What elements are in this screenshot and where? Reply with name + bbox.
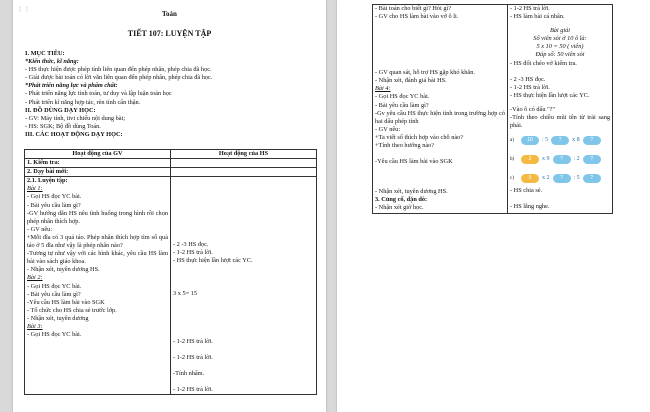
student-activities-cell — [171, 177, 317, 395]
table-row — [373, 5, 613, 214]
student-line: - 1-2 HS trả lời. — [510, 83, 550, 91]
teacher-line: -Yêu cầu HS làm bài vào SGK — [27, 298, 105, 306]
exercise-label: Bài 1: — [27, 185, 43, 193]
student-line: -Vào ô có dấu "?" — [510, 105, 556, 113]
cloud-start: 5 — [521, 174, 539, 183]
exercise-row-b — [510, 151, 610, 168]
document-page-1 — [13, 0, 326, 412]
teacher-line: - Nhận xét, đánh giá bài HS. — [375, 77, 447, 85]
student-line: 3 x 5= 15 — [173, 289, 198, 297]
arrow-operation: x 8 — [572, 137, 580, 144]
teacher-line: +Tính theo hướng nào? — [375, 142, 435, 150]
teacher-line: -GV hướng dẫn HS nêu tình huống trong hình rồi chọn phép nhân thích hợp. — [27, 209, 168, 225]
teacher-line: - GV quan sát, hỗ trợ HS gặp khó khăn. — [375, 69, 475, 77]
activities-table — [24, 149, 317, 395]
student-line: - HS thực hiện lần lượt các YC. — [173, 257, 253, 265]
cloud-middle: ? — [551, 136, 569, 145]
teacher-line: -Tương tự như vậy với các hình khác, yêu cầu HS làm bài vào sách giáo khoa. — [27, 250, 168, 266]
equipment-item: - GV: Máy tính, tivi chiếu nội dung bài; — [25, 114, 126, 122]
teacher-line: - Nhận xét, tuyên dương HS. — [27, 266, 100, 274]
teacher-activities-cell — [373, 5, 508, 214]
activities-table-continued — [372, 4, 613, 214]
objectives-heading: I. MỤC TIÊU: — [25, 50, 65, 57]
exercise-label: Bài 4: — [375, 85, 391, 93]
section-check: 1. Kiểm tra: — [25, 159, 171, 168]
teacher-line: - Gọi HS đọc YC bài. — [27, 282, 82, 290]
cloud-end: ? — [583, 136, 601, 145]
teacher-line: - Bài toán cho biết gì? Hỏi gì? — [375, 5, 452, 12]
solution-answer: Đáp số: 50 viên sỏi — [535, 51, 585, 59]
exercise-label: Bài 3: — [27, 322, 43, 330]
table-row — [25, 177, 317, 395]
exercise-row-a — [510, 132, 610, 149]
student-line: - HS thực hiện lần lượt các YC. — [510, 91, 590, 99]
exercise-4-diagram — [510, 132, 610, 187]
student-line: - HS làm bài cá nhân. — [510, 13, 565, 21]
cloud-end: ? — [583, 155, 601, 164]
cloud-start: 10 — [521, 136, 539, 145]
row-label: a) — [510, 138, 514, 144]
teacher-line: - Gọi HS đọc YC bài. — [27, 331, 82, 339]
teacher-line: - Nhận xét, tuyên dương HS. — [375, 188, 448, 196]
solution-heading: Bài giải — [549, 27, 571, 35]
teacher-activities-cell — [25, 177, 171, 395]
student-line: -Tính nhẩm. — [173, 369, 205, 377]
solution-line: 5 x 10 = 50 ( viên) — [536, 43, 584, 51]
teacher-line: - Bài yêu cầu làm gì? — [375, 101, 429, 109]
arrow-operation: : 5 — [573, 175, 580, 182]
section-practice: 2.1. Luyện tập: — [27, 177, 68, 185]
row-label: c) — [510, 176, 514, 182]
student-line: - HS đổi chéo vở kiểm tra. — [510, 59, 577, 67]
skills-item: - Phát triển năng lực tính toán, tư duy và lập luận toán học — [25, 90, 172, 98]
solution-line: Số viên sỏi ở 10 ô là: — [533, 35, 587, 43]
teacher-line: - Bài yêu cầu làm gì? — [27, 201, 81, 209]
teacher-line: - Gọi HS đọc YC bài. — [27, 193, 82, 201]
student-line: - 1-2 HS trả lời. — [510, 5, 550, 12]
table-header-row — [25, 150, 317, 159]
student-activities-cell — [508, 5, 613, 214]
move-handle-icon[interactable]: ⋮⋮ — [17, 6, 31, 13]
arrow-operation: x 2 — [542, 175, 550, 182]
section-new-lesson: 2. Dạy bài mới: — [25, 168, 171, 177]
exercise-label: Bài 2: — [27, 274, 43, 282]
teacher-line: - Gọi HS đọc YC bài. — [375, 93, 430, 101]
skills-heading: *Phát triển năng lực và phẩm chất: — [25, 82, 118, 90]
teacher-line: - Nhận xét, tuyên dương — [27, 314, 89, 322]
equipment-item: - HS: SGK; Bộ đồ dùng Toán. — [25, 122, 101, 130]
student-line: - 1-2 HS trả lời. — [173, 337, 213, 345]
teacher-line: - Tổ chức cho HS chia sẻ trước lớp. — [27, 306, 117, 314]
teacher-line: -Gv yêu cầu HS thực hiện tính trong trường hợp có hai dấu phép tính — [375, 109, 505, 125]
teacher-line: -Yêu cầu HS làm bài vào SGK — [375, 158, 453, 166]
teacher-line: +Ta viết số thích hợp vào chỗ nào? — [375, 133, 464, 141]
cloud-middle: ? — [553, 174, 571, 183]
student-line: - HS chia sẻ. — [510, 187, 543, 195]
teacher-column-header: Hoạt động của GV — [25, 150, 171, 159]
student-line: - 1-2 HS trả lời. — [173, 385, 213, 393]
table-row — [25, 168, 317, 177]
student-column-header: Hoạt động của HS — [171, 150, 317, 159]
student-line: - 2 -3 HS đọc. — [510, 75, 546, 83]
lesson-intro — [25, 50, 315, 139]
activities-heading: III. CÁC HOẠT ĐỘNG DẠY HỌC: — [25, 130, 123, 138]
cloud-end: ? — [583, 174, 601, 183]
row-label: b) — [510, 157, 515, 163]
arrow-operation: : 2 — [573, 156, 580, 163]
exercise-row-c — [510, 170, 610, 187]
arrow-operation: x 9 — [542, 156, 550, 163]
cloud-middle: ? — [553, 155, 571, 164]
lesson-title: TIẾT 107: LUYỆN TẬP — [127, 29, 212, 38]
teacher-line: - GV nêu: — [375, 125, 401, 133]
knowledge-item: - Giải được bài toán có lời văn liên quan đến phép nhân, phép chia đã học. — [25, 74, 213, 82]
table-row — [25, 159, 317, 168]
student-line: - HS lắng nghe. — [510, 203, 550, 211]
teacher-line: - Bài yêu cầu làm gì? — [27, 290, 81, 298]
teacher-line: - Nhận xét giờ học. — [375, 204, 424, 212]
teacher-line: - GV cho HS làm bài vào vở ô li. — [375, 13, 459, 21]
knowledge-item: - HS thực hiện được phép tính liên quan đến phép nhân, phép chia đã học. — [25, 66, 212, 74]
teacher-line: +Mỗi đĩa có 3 quả táo. Phép nhân thích hợp tìm số quả táo ở 5 đĩa như vậy là phép nhân nào? — [27, 233, 168, 250]
student-line: - 2 -3 HS đọc. — [173, 241, 209, 249]
student-line: - 1-2 HS trả lời. — [173, 249, 213, 257]
skills-item: - Phát triển kĩ năng hợp tác, rèn tính cẩn thận. — [25, 98, 141, 106]
equipment-heading: II. ĐỒ DÙNG DẠY HỌC: — [25, 106, 96, 114]
arrow-operation: : 5 — [542, 137, 549, 144]
knowledge-heading: *Kiến thức, kĩ năng: — [25, 58, 79, 66]
student-line: -Tính theo chiều mũi tên từ trái sang phải. — [510, 114, 610, 130]
subject-heading: Toán — [162, 10, 177, 18]
teacher-line: - GV nêu: — [27, 225, 53, 233]
cloud-start: 2 — [521, 155, 539, 164]
section-consolidation: 3. Củng cố, dặn dò: — [375, 196, 428, 204]
student-line: - 1-2 HS trả lời. — [173, 353, 213, 361]
document-page-2 — [337, 0, 650, 412]
